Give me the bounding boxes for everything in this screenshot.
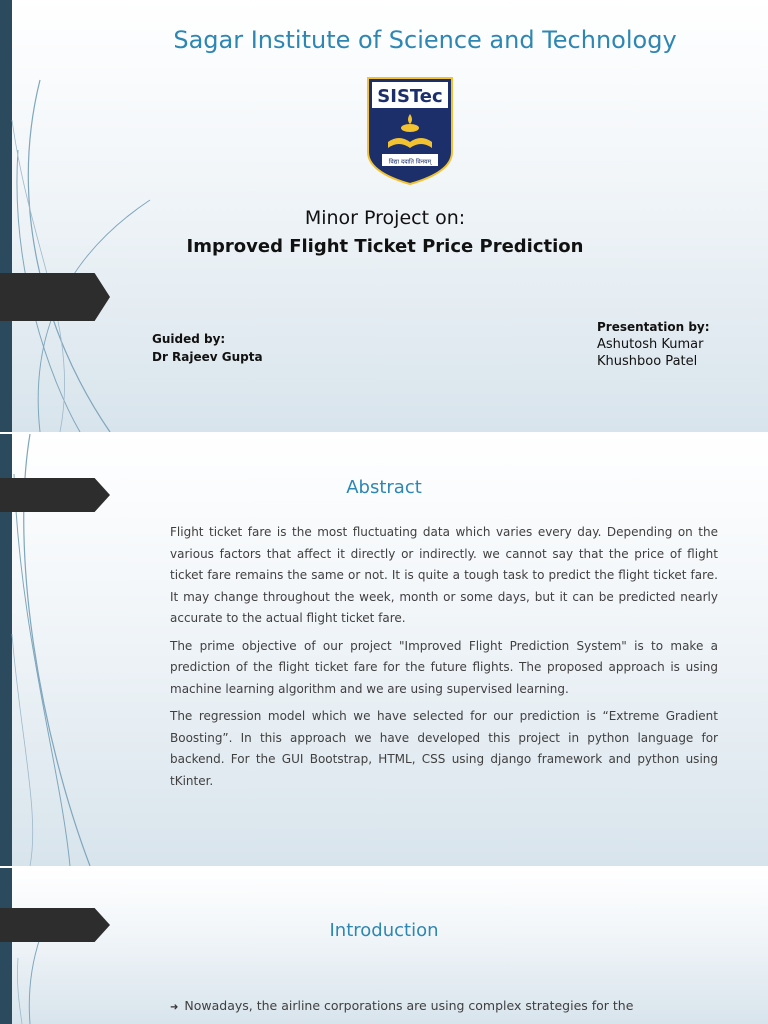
introduction-slide: [0, 868, 768, 1024]
institute-title: Sagar Institute of Science and Technology: [173, 26, 677, 54]
sistec-logo: [366, 76, 454, 186]
arrow-bullet-icon: ➜: [170, 1002, 179, 1013]
list-item: [170, 996, 718, 1018]
presenter-name: Ashutosh Kumar: [597, 337, 704, 352]
introduction-heading: Introduction: [329, 920, 439, 941]
abstract-slide: [0, 434, 768, 866]
subtitle: Minor Project on:: [304, 207, 466, 229]
abstract-paragraph: The prime objective of our project "Improved Flight Prediction System" is to make a prediction of the flight ticket fare for the future flights. The proposed approach is using machine learning algorithm and we are using supervised learning.: [170, 638, 718, 696]
logo-motto: विद्या ददाति विनयम्: [388, 158, 432, 166]
arrow-tab: [0, 273, 110, 321]
presented-label: Presentation by:: [597, 320, 710, 334]
logo-text: SISTec: [377, 86, 443, 107]
guide-block: [152, 330, 263, 366]
guided-label: Guided by:: [152, 332, 226, 346]
presenter-name: Khushboo Patel: [597, 354, 698, 369]
bullet-text: Nowadays, the airline corporations are using complex strategies for the: [184, 998, 634, 1013]
title-slide: [0, 0, 768, 432]
project-title: Improved Flight Ticket Price Prediction: [186, 236, 584, 257]
abstract-body: [170, 522, 718, 798]
abstract-paragraph: Flight ticket fare is the most fluctuating data which varies every day. Depending on the various factors that affect it directly or indirectly. we cannot say that the price of flight ticket fare remains the same or not. It is quite a tough task to predict the flight ticket fare. It may change throughout the week, month or some days, but it can be predicted nearly accurate to the actual flight ticket fare.: [170, 525, 718, 625]
abstract-heading: Abstract: [346, 477, 422, 498]
presenters-block: [597, 319, 710, 370]
abstract-paragraph: The regression model which we have selected for our prediction is “Extreme Gradient Boosting”. In this approach we have developed this project in python language for backend. For the GUI Bootstrap, HTML, CSS using django framework and python using tKinter.: [170, 709, 718, 788]
guide-name: Dr Rajeev Gupta: [152, 350, 263, 364]
